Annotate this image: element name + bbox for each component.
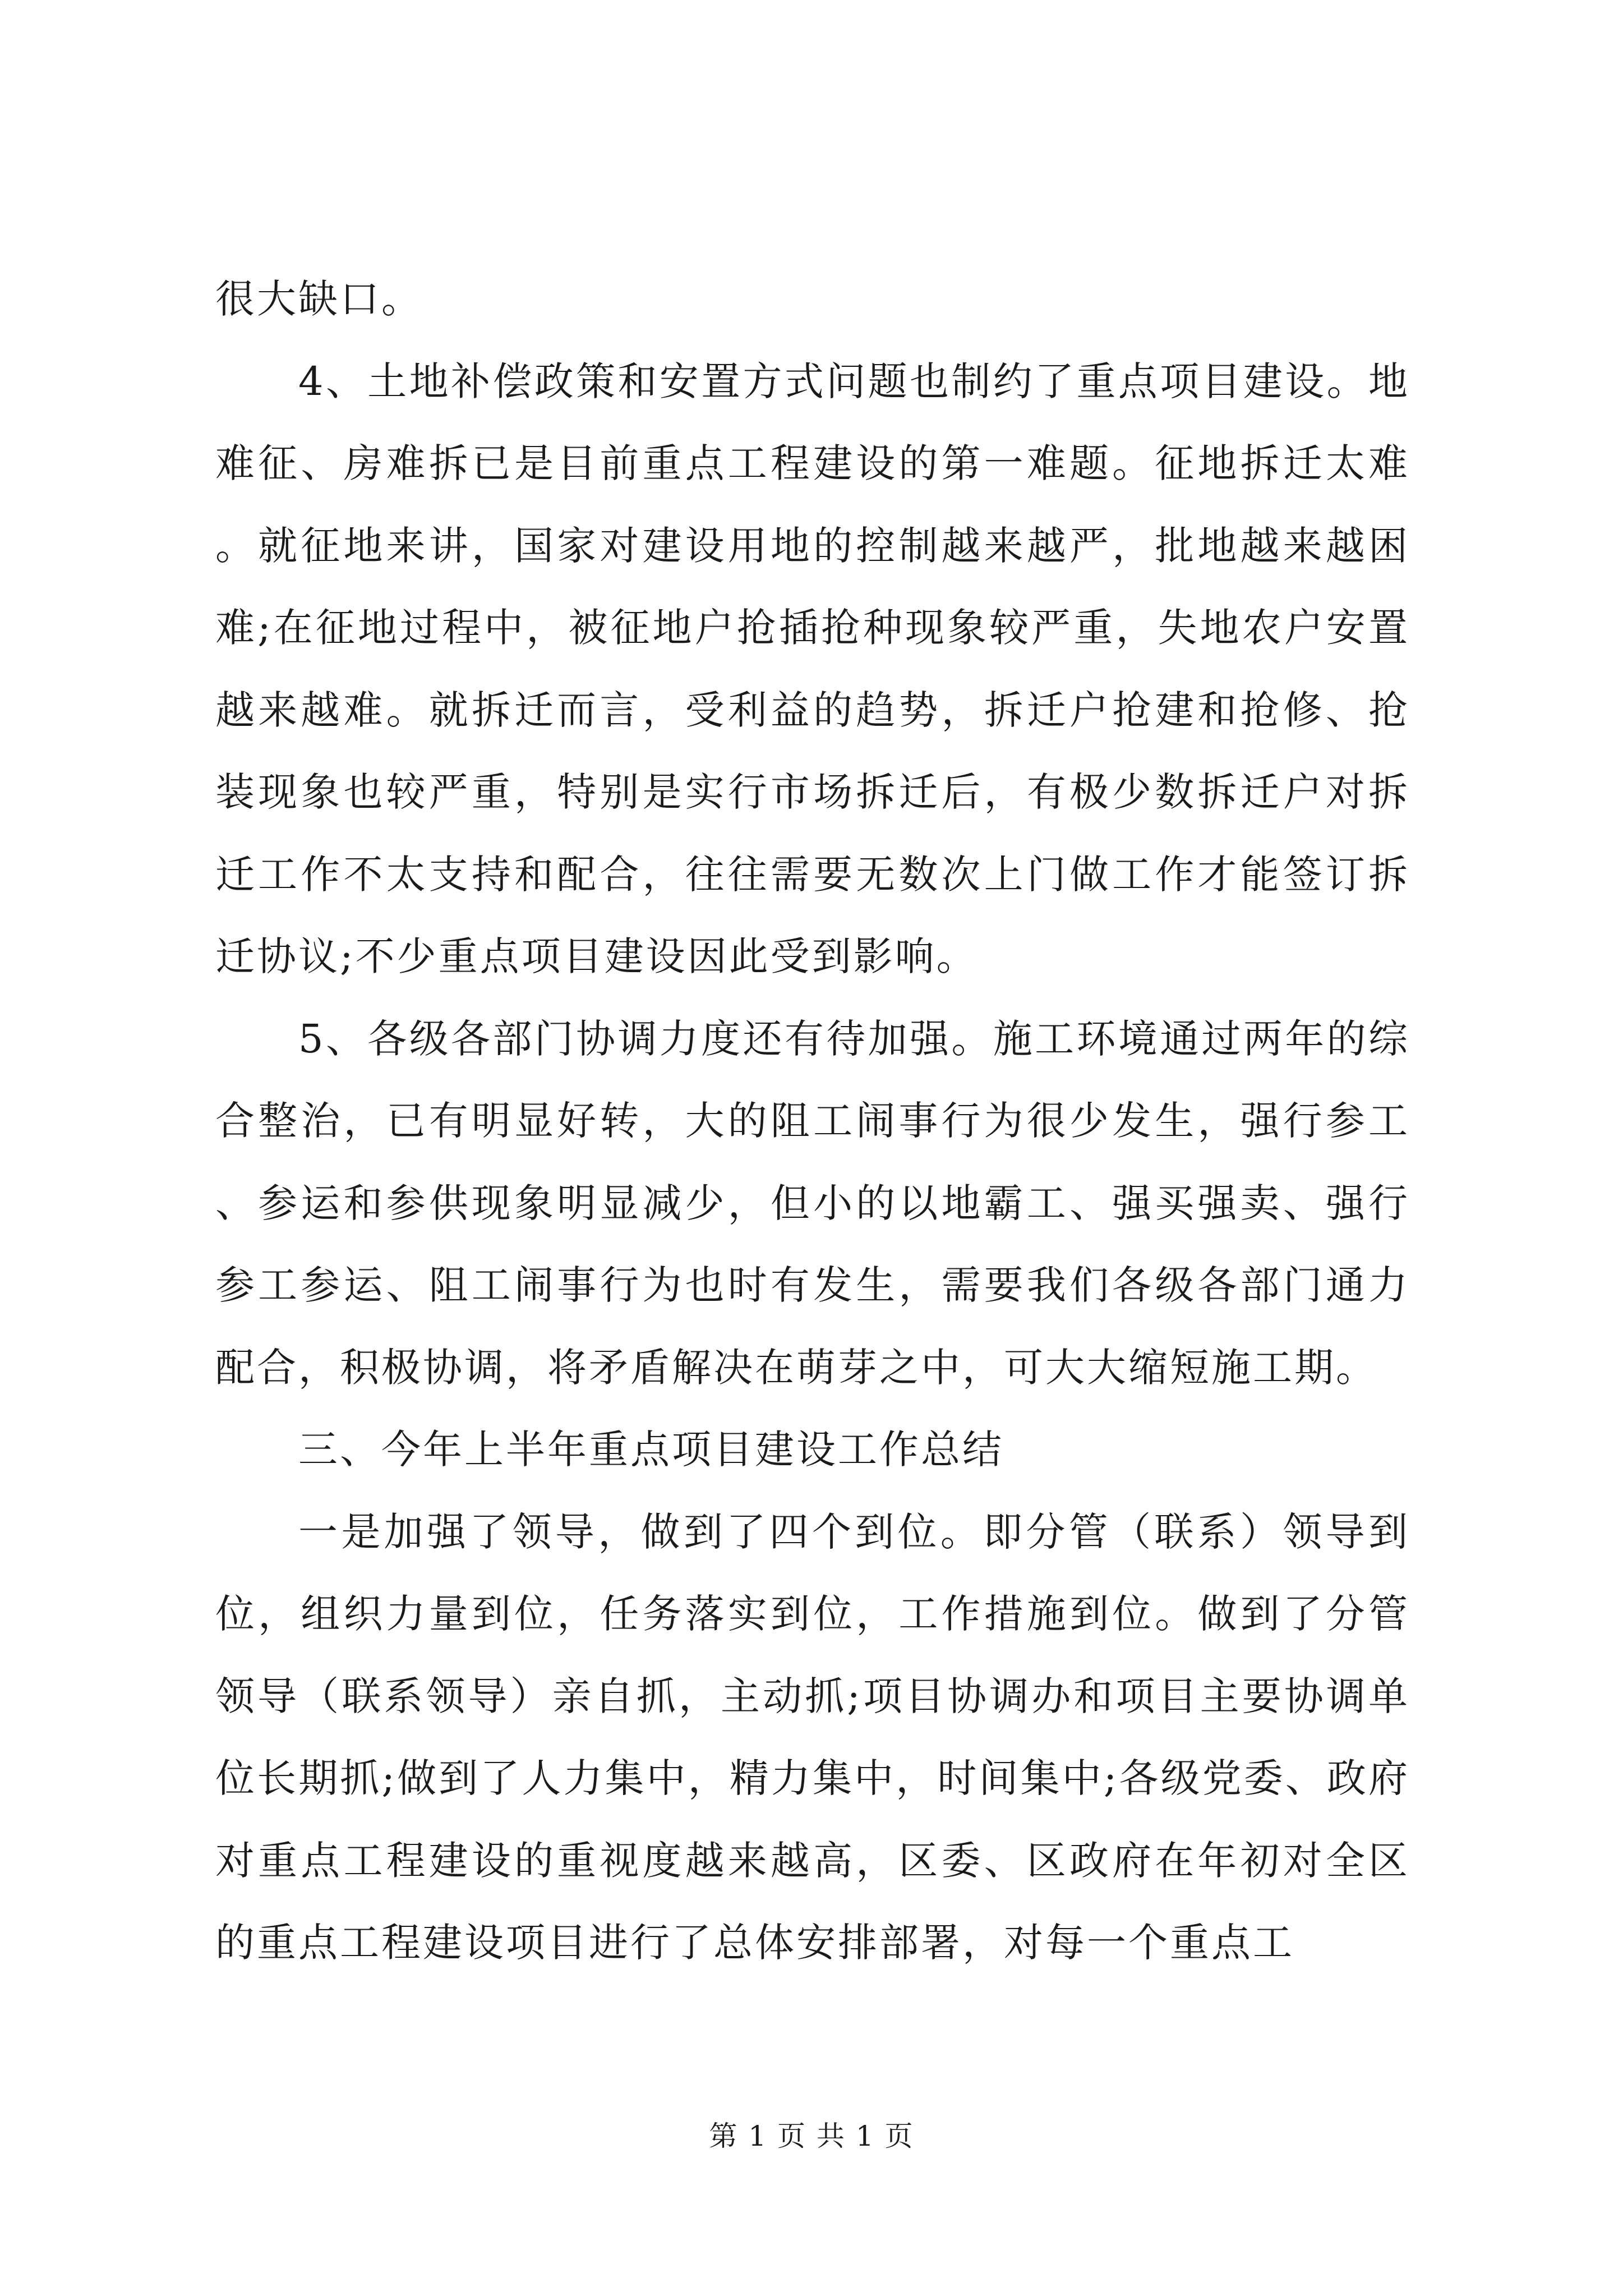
section-heading: 三、今年上半年重点项目建设工作总结 <box>298 1427 1004 1473</box>
page-footer: 第 1 页 共 1 页 <box>709 2120 914 2152</box>
document-body <box>215 258 1410 1984</box>
paragraph: 很大缺口。 <box>215 276 423 322</box>
paragraph: 5、各级各部门协调力度还有待加强。施工环境通过两年的综合整治，已有明显好转，大的阻工闹事行为很少发生，强行参工、参运和参供现象明显减少，但小的以地霸工、强买强卖、强行参工参运、阻工闹事行为也时有发生，需要我们各级各部门通力配合，积极协调，将矛盾解决在萌芽之中，可大大缩短施工期。 <box>215 1015 1410 1391</box>
paragraph: 一是加强了领导，做到了四个到位。即分管（联系）领导到位，组织力量到位，任务落实到位，工作措施到位。做到了分管领导（联系领导）亲自抓，主动抓;项目协调办和项目主要协调单位长期抓;做到了人力集中，精力集中，时间集中;各级党委、政府对重点工程建设的重视度越来越高，区委、区政府在年初对全区的重点工程建设项目进行了总体安排部署，对每一个重点工 <box>215 1508 1410 1966</box>
paragraph: 4、土地补偿政策和安置方式问题也制约了重点项目建设。地难征、房难拆已是目前重点工程建设的第一难题。征地拆迁太难。就征地来讲，国家对建设用地的控制越来越严，批地越来越困难;在征地过程中，被征地户抢插抢种现象较严重，失地农户安置越来越难。就拆迁而言，受利益的趋势，拆迁户抢建和抢修、抢装现象也较严重，特别是实行市场拆迁后，有极少数拆迁户对拆迁工作不太支持和配合，往往需要无数次上门做工作才能签订拆迁协议;不少重点项目建设因此受到影响。 <box>215 358 1410 979</box>
